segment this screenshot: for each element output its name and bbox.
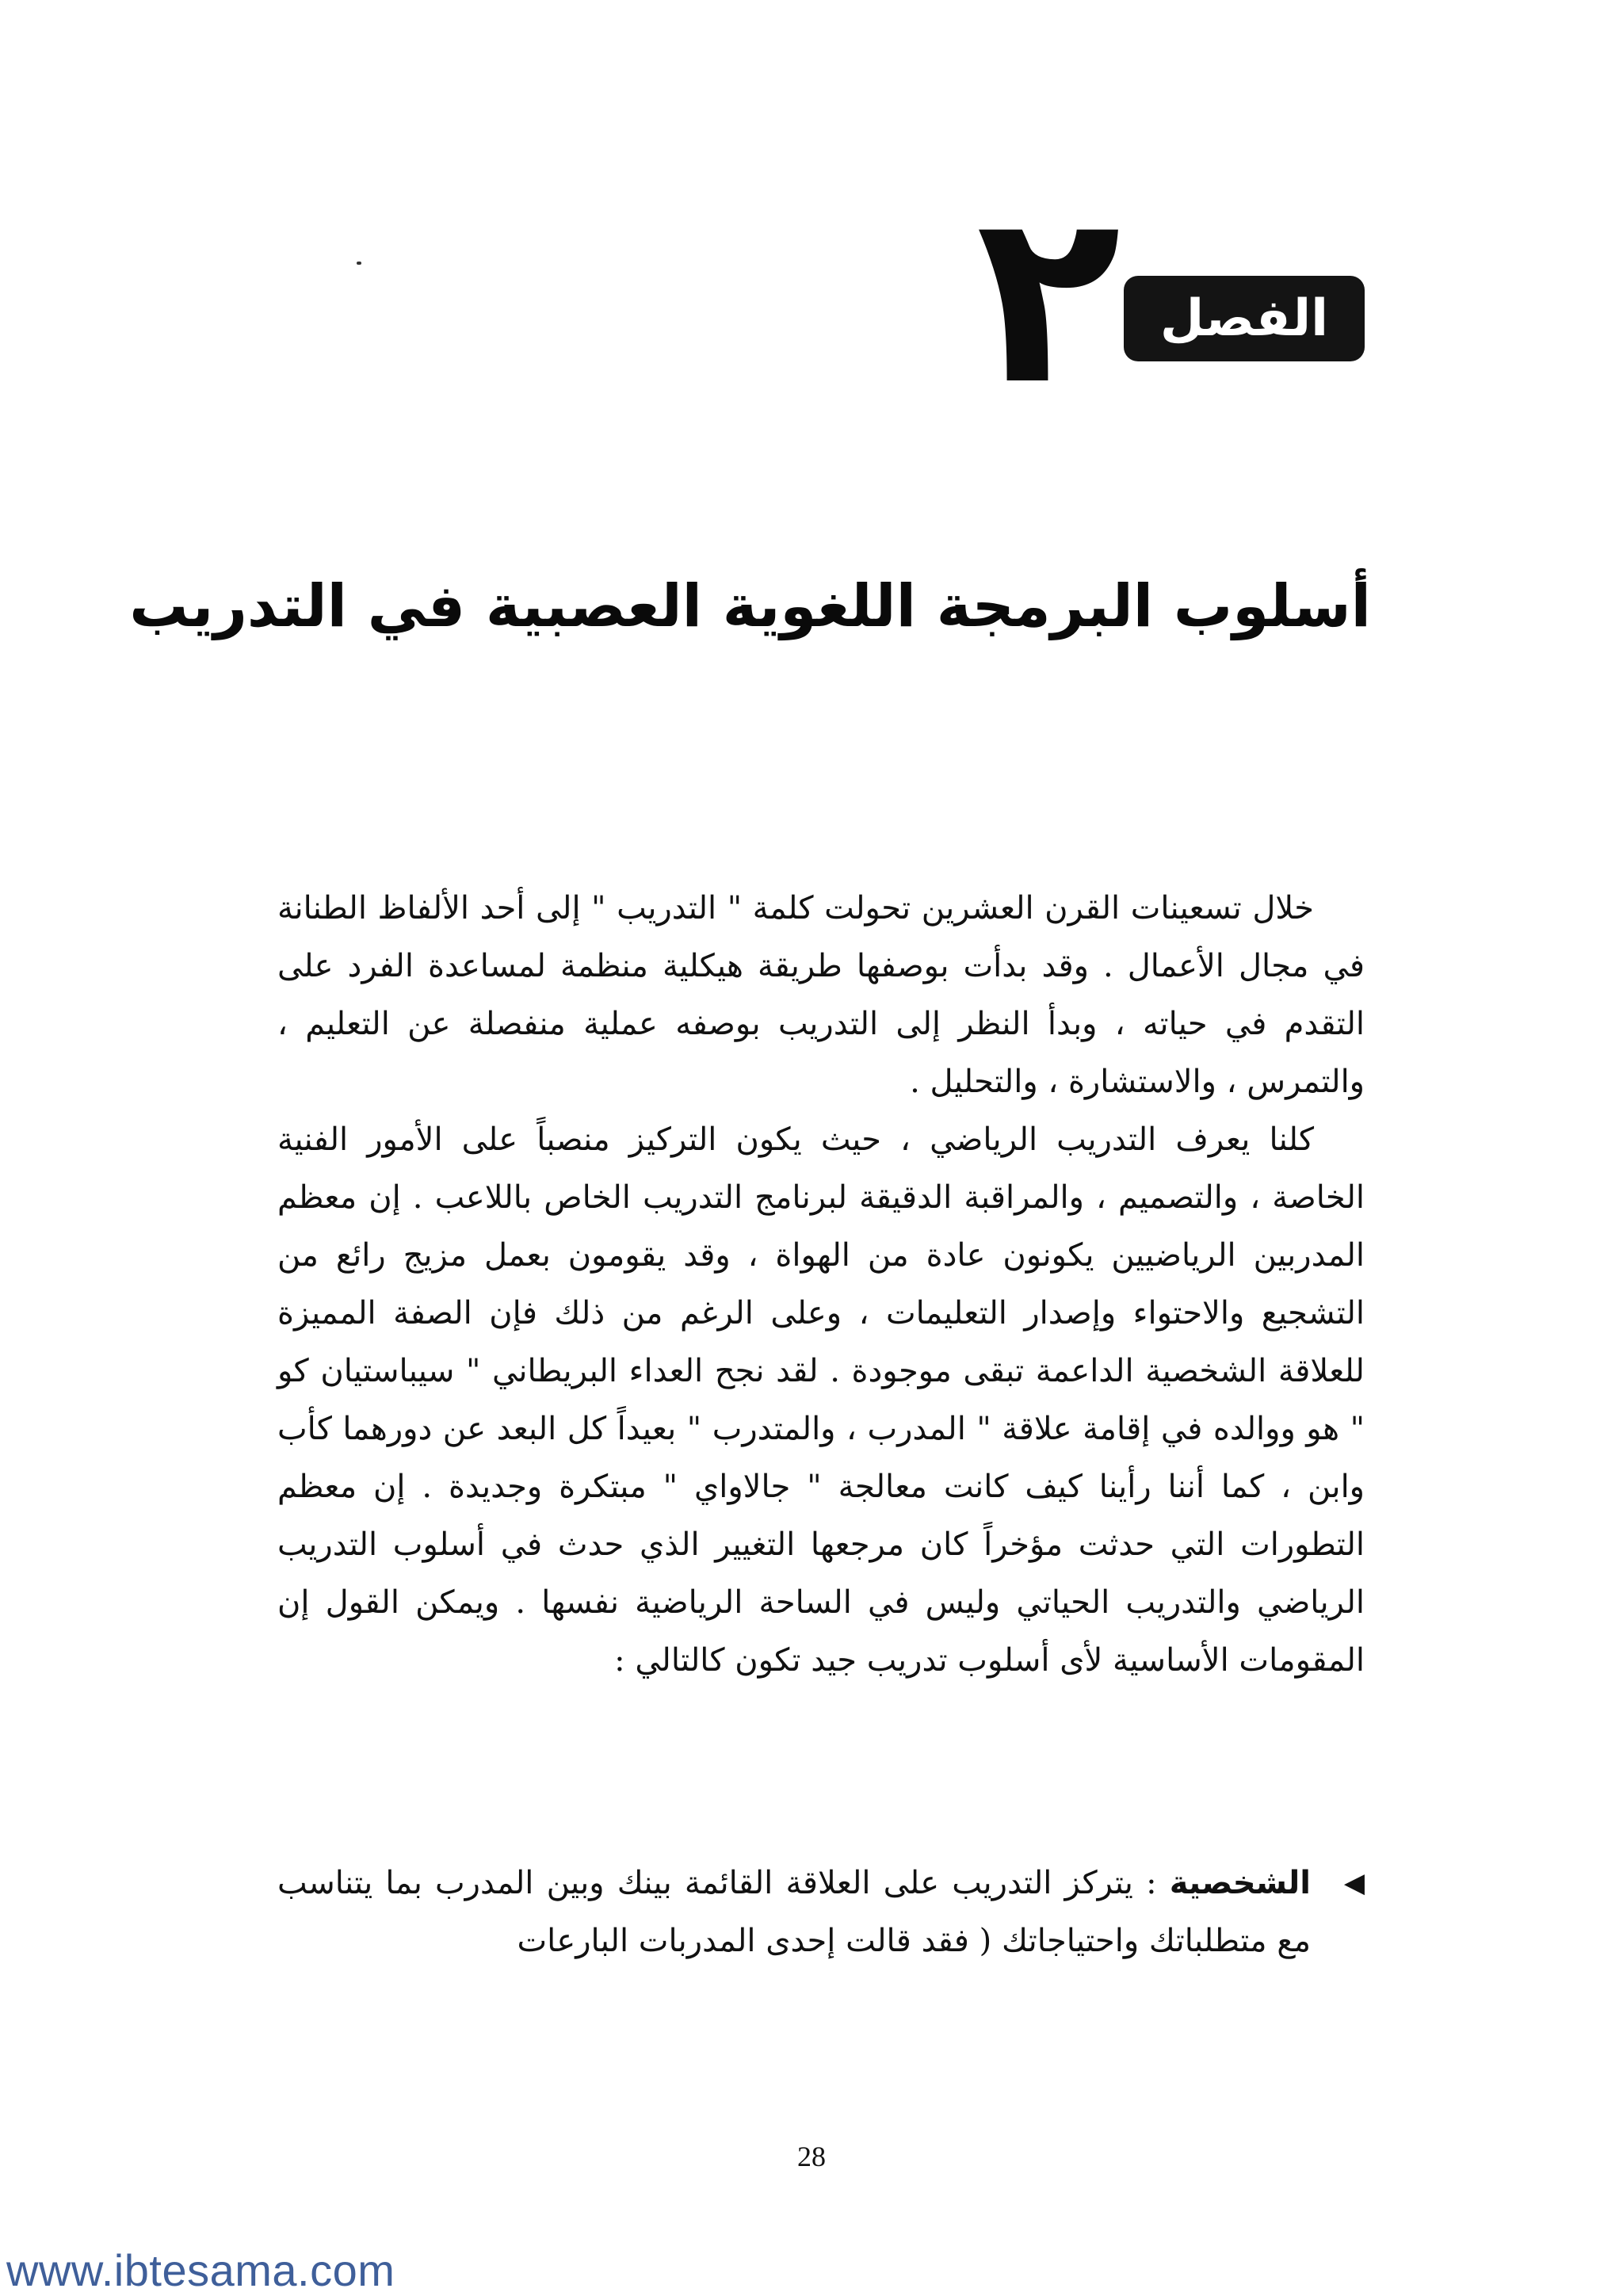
paragraph: كلنا يعرف التدريب الرياضي ، حيث يكون التركيز منصباً على الأمور الفنية الخاصة ، والتصميم ، والمراقبة الدقيقة لبرنامج التدريب الخاص باللاعب . إن معظم المدربين الرياضيين يكونون عادة من الهواة ، وقد يقومون بعمل مزيج رائع من التشجيع والاحتواء وإصدار التعليمات ، وعلى الرغم من ذلك فإن الصفة المميزة للعلاقة الشخصية الداعمة تبقى موجودة . لقد نجح العداء البريطاني " سيباستيان كو " هو ووالده في إقامة علاقة " المدرب ، والمتدرب " بعيداً كل البعد عن دورهما كأب وابن ، كما أننا رأينا كيف كانت معالجة " جالاواي " مبتكرة وجديدة . إن معظم التطورات التي حدثت مؤخراً كان مرجعها التغيير الذي حدث في أسلوب التدريب الرياضي والتدريب الحياتي وليس في الساحة الرياضية نفسها . ويمكن القول إن المقومات الأساسية لأى أسلوب تدريب جيد تكون كالتالي : — [277, 1121, 1365, 1679]
bullet-text: : يتركز التدريب على العلاقة القائمة بينك وبين المدرب بما يتناسب مع متطلباتك واحتياجاتك ( فقد قالت إحدى المدربات البارعات — [277, 1865, 1311, 1959]
bullet-item — [277, 1855, 1365, 1970]
chapter-badge-label: الفصل — [1159, 289, 1329, 348]
watermark-link[interactable]: www.ibtesama.com — [6, 2245, 395, 2295]
chapter-badge — [1124, 276, 1365, 361]
chapter-title: أسلوب البرمجة اللغوية العصبية في التدريب — [129, 572, 1371, 640]
chapter-number: ٢ — [976, 160, 1121, 437]
page-number: 28 — [797, 2141, 826, 2172]
body-text — [277, 880, 1365, 1690]
paragraph: خلال تسعينات القرن العشرين تحولت كلمة " التدريب " إلى أحد الألفاظ الطنانة في مجال الأعمال . وقد بدأت بوصفها طريقة هيكلية منظمة لمساعدة الفرد على التقدم في حياته ، وبدأ النظر إلى التدريب بوصفه عملية منفصلة عن التعليم ، والتمرس ، والاستشارة ، والتحليل . — [277, 890, 1365, 1100]
bullet-term: الشخصية — [1169, 1865, 1311, 1901]
bullet-arrow-icon: ◀ — [1343, 1867, 1365, 1899]
scan-speck — [357, 262, 361, 265]
bullet-content — [277, 1855, 1325, 1970]
